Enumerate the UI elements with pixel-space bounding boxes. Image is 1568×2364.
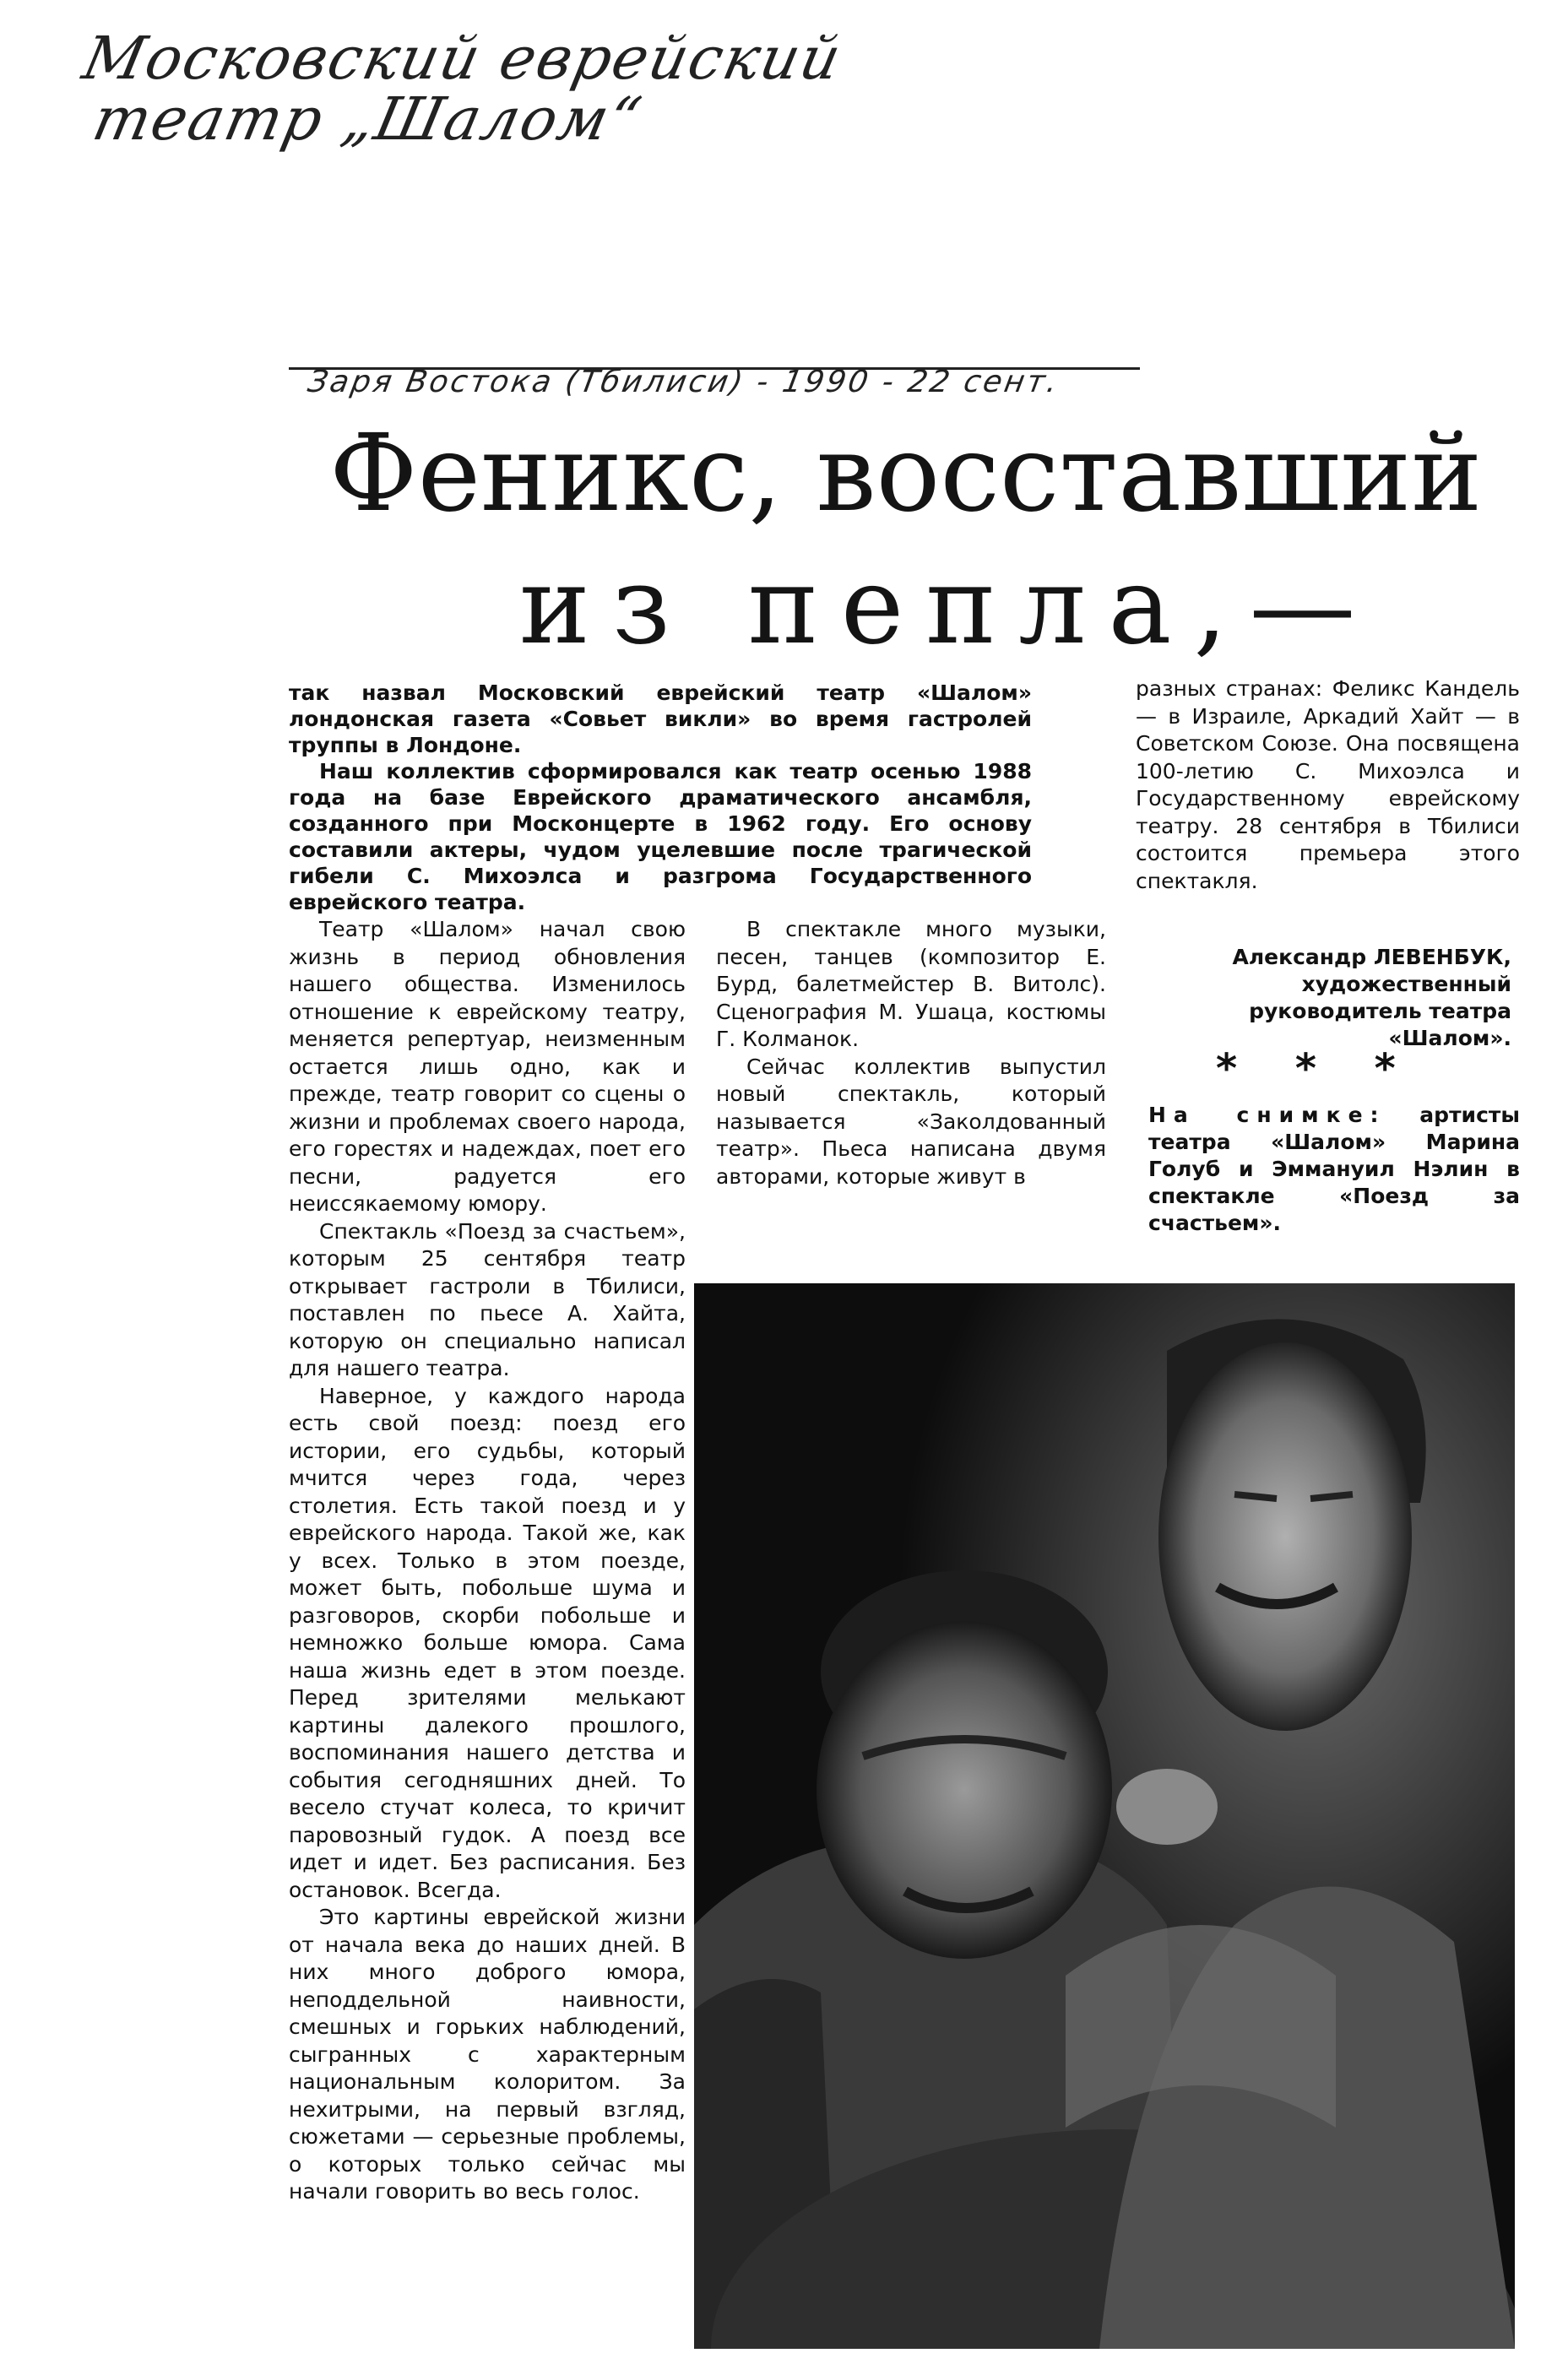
article-paragraph: В спектакле много музыки, песен, танцев (композитор Е. Бурд, балетмейстер В. Витолс). Сценография М. Ушаца, костюмы Г. Колманок. <box>716 917 1106 1051</box>
signature-author: Александр ЛЕВЕНБУК, <box>1232 945 1511 969</box>
handwritten-note-line2: театр „Шалом“ <box>87 84 649 154</box>
source-label: Заря Востока (Тбилиси) - 1990 - 22 сент. <box>305 365 1063 399</box>
article-paragraph: Наверное, у каждого народа есть свой поезд: поезд его истории, его судьбы, который мчится через года, через столетия. Есть такой поезд и у еврейского народа. Такой же, как у всех. Только в этом поезде, может быть, побольше шума и разговоров, скорби побольше и немножко больше юмора. Сама наша жизнь едет в этом поезде. Перед зрителями мелькают картины далекого прошлого, воспоминания нашего детства и события сегодняшних дней. То весело стучат колеса, то кричит паровозный гудок. А поезд все идет и идет. Без расписания. Без остановок. Всегда. <box>289 1383 686 1902</box>
signature <box>1148 944 1520 1052</box>
photo-caption <box>1148 1102 1520 1237</box>
handwritten-note-line1: Московский еврейский <box>77 24 849 93</box>
article-paragraph: Сейчас коллектив выпустил новый спектакль, который называется «Заколдованный театр». Пьеса написана двумя авторами, которые живут в <box>716 1054 1106 1189</box>
separator-stars: * * * <box>1216 1045 1418 1093</box>
actors-photo <box>694 1283 1515 2349</box>
actors-photo-image <box>694 1283 1515 2349</box>
article-paragraph: Театр «Шалом» начал свою жизнь в период обновления нашего общества. Изменилось отношение к еврейскому театру, меняется репертуар, неизменным остается лишь одно, как и прежде, театр говорит со сцены о жизни и проблемах своего народа, его горестях и надеждах, поет его песни, радуется его неиссякаемому юмору. <box>289 917 686 1216</box>
lead-paragraph: Наш коллектив сформировался как театр осенью 1988 года на базе Еврейского драматического ансамбля, созданного при Москонцерте в 1962 году. Его основу составили актеры, чудом уцелевшие после трагической гибели С. Михоэлса и разгрома Государственного еврейского театра. <box>289 759 1032 914</box>
headline-line2: из пепла,— <box>519 544 1378 668</box>
article-paragraph: Спектакль «Поезд за счастьем», которым 25 сентября театр открывает гастроли в Тбилиси, поставлен по пьесе А. Хайта, которую он специально написал для нашего театра. <box>289 1218 686 1380</box>
article-column-1 <box>289 916 686 2206</box>
lead-paragraph: так назвал Московский еврейский театр «Шалом» лондонская газета «Совьет викли» во время гастролей труппы в Лондоне. <box>289 680 1032 757</box>
article-column-2 <box>716 916 1106 1190</box>
article-column-3 <box>1136 675 1520 895</box>
signature-role: художественный руководитель театра «Шалом». <box>1249 972 1511 1050</box>
article-paragraph: разных странах: Феликс Кандель — в Израиле, Аркадий Хайт — в Советском Союзе. Она посвящена 100-летию С. Михоэлса и Государственному еврейскому театру. 28 сентября в Тбилиси состоится премьера этого спектакля. <box>1136 676 1520 893</box>
lead-text <box>289 680 1032 915</box>
caption-text: артисты театра «Шалом» Марина Голуб и Эммануил Нэлин в спектакле «Поезд за счастьем». <box>1148 1103 1520 1235</box>
caption-label: На снимке: <box>1148 1103 1386 1127</box>
article-paragraph: Это картины еврейской жизни от начала века до наших дней. В них много доброго юмора, неподдельной наивности, смешных и горьких наблюдений, сыгранных с характерным национальным колоритом. За нехитрыми, на первый взгляд, сюжетами — серьезные проблемы, о которых только сейчас мы начали говорить во весь голос. <box>289 1905 686 2204</box>
headline-line1: Феникс, восставший <box>329 411 1483 535</box>
